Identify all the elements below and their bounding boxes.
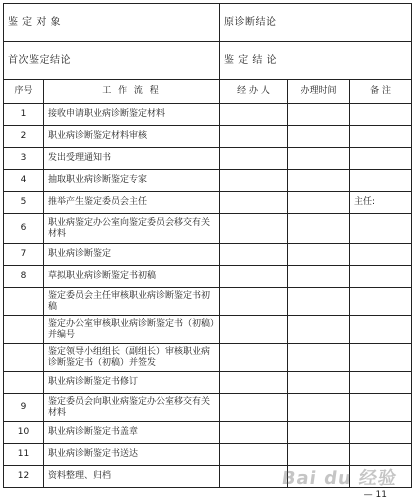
time-cell: [288, 266, 350, 288]
handler-cell: [220, 344, 288, 372]
handler-cell: [220, 372, 288, 394]
remarks-cell: [350, 104, 412, 126]
table-row: [4, 244, 412, 266]
table-row: [4, 344, 412, 372]
process-step: 职业病诊断鉴定材料审核: [44, 126, 220, 148]
first-appraisal-label: 首次鉴定结论: [8, 55, 71, 66]
remarks-cell: [350, 126, 412, 148]
handler-cell: [220, 316, 288, 344]
handler-cell: [220, 170, 288, 192]
process-step: 鉴定委员会主任审核职业病诊断鉴定书初稿: [44, 288, 220, 316]
time-cell: [288, 316, 350, 344]
row-number: 4: [4, 170, 44, 192]
row-number: 9: [4, 394, 44, 422]
row-number: 7: [4, 244, 44, 266]
time-cell: [288, 444, 350, 466]
remarks-cell: [350, 266, 412, 288]
row-number: 10: [4, 422, 44, 444]
process-step: 鉴定领导小组组长（副组长）审核职业病诊断鉴定书（初稿）并签发: [44, 344, 220, 372]
time-cell: [288, 148, 350, 170]
row-number: [4, 372, 44, 394]
column-header-row: [4, 80, 412, 104]
row-number: 8: [4, 266, 44, 288]
appraisal-target-label: 鉴 定 对 象: [8, 17, 62, 28]
time-cell: [288, 214, 350, 244]
remarks-cell: [350, 372, 412, 394]
col-header-handler: 经 办 人: [220, 80, 288, 104]
time-cell: [288, 244, 350, 266]
process-step: 职业病诊断鉴定书送达: [44, 444, 220, 466]
table-row: [4, 444, 412, 466]
time-cell: [288, 126, 350, 148]
table-row: [4, 148, 412, 170]
time-cell: [288, 170, 350, 192]
table-row: [4, 422, 412, 444]
handler-cell: [220, 126, 288, 148]
row-number: 6: [4, 214, 44, 244]
process-step: 接收申请职业病诊断鉴定材料: [44, 104, 220, 126]
appraisal-conclusion-cell: [220, 42, 412, 80]
remarks-cell: [350, 422, 412, 444]
table-row: [4, 192, 412, 214]
baidu-jingyan-watermark: Bai du 经验: [280, 468, 399, 489]
original-diagnosis-cell: [220, 4, 412, 42]
row-number: 2: [4, 126, 44, 148]
col-header-remarks: 备 注: [350, 80, 412, 104]
row-number: 5: [4, 192, 44, 214]
row-number: 3: [4, 148, 44, 170]
header-row-1: [4, 4, 412, 42]
time-cell: [288, 422, 350, 444]
original-diagnosis-label: 原诊断结论: [224, 17, 277, 28]
time-cell: [288, 192, 350, 214]
handler-cell: [220, 214, 288, 244]
header-row-2: [4, 42, 412, 80]
process-step: 职业病诊断鉴定书修订: [44, 372, 220, 394]
process-step: 职业病诊断鉴定: [44, 244, 220, 266]
process-step: 职业病诊断鉴定书盖章: [44, 422, 220, 444]
table-row: [4, 288, 412, 316]
row-number: [4, 288, 44, 316]
col-header-no: 序号: [4, 80, 44, 104]
row-number: 1: [4, 104, 44, 126]
time-cell: [288, 394, 350, 422]
remarks-cell: [350, 288, 412, 316]
remarks-cell: [350, 214, 412, 244]
row-number: 11: [4, 444, 44, 466]
table-row: [4, 126, 412, 148]
handler-cell: [220, 288, 288, 316]
row-number: [4, 344, 44, 372]
appraisal-process-form: [3, 3, 412, 488]
table-row: [4, 170, 412, 192]
remarks-cell: [350, 344, 412, 372]
time-cell: [288, 372, 350, 394]
row-number: 12: [4, 466, 44, 488]
handler-cell: [220, 266, 288, 288]
appraisal-conclusion-label: 鉴 定 结 论: [224, 55, 278, 66]
table-row: [4, 266, 412, 288]
remarks-cell: [350, 394, 412, 422]
process-step: 抽取职业病诊断鉴定专家: [44, 170, 220, 192]
process-step: 鉴定委员会向职业病鉴定办公室移交有关材料: [44, 394, 220, 422]
handler-cell: [220, 422, 288, 444]
table-row: [4, 372, 412, 394]
process-step: 资料整理、归档: [44, 466, 220, 488]
col-header-process: 工 作 流 程: [44, 80, 220, 104]
row-number: [4, 316, 44, 344]
page-number-mark: — 11: [363, 490, 387, 500]
remarks-cell: [350, 148, 412, 170]
table-row: [4, 104, 412, 126]
process-step: 职业病鉴定办公室向鉴定委员会移交有关材料: [44, 214, 220, 244]
remarks-cell: [350, 316, 412, 344]
remarks-cell: [350, 170, 412, 192]
remarks-cell: [350, 444, 412, 466]
handler-cell: [220, 444, 288, 466]
handler-cell: [220, 244, 288, 266]
process-step: 发出受理通知书: [44, 148, 220, 170]
remarks-cell: 主任:: [350, 192, 412, 214]
table-row: [4, 214, 412, 244]
handler-cell: [220, 148, 288, 170]
remarks-cell: [350, 244, 412, 266]
handler-cell: [220, 394, 288, 422]
table-row: [4, 316, 412, 344]
appraisal-target-cell: [4, 4, 220, 42]
process-step: 鉴定办公室审核职业病诊断鉴定书（初稿）并编号: [44, 316, 220, 344]
first-appraisal-cell: [4, 42, 220, 80]
process-step: 草拟职业病诊断鉴定书初稿: [44, 266, 220, 288]
table-row: [4, 394, 412, 422]
time-cell: [288, 288, 350, 316]
handler-cell: [220, 466, 288, 488]
handler-cell: [220, 104, 288, 126]
time-cell: [288, 344, 350, 372]
col-header-time: 办理时间: [288, 80, 350, 104]
handler-cell: [220, 192, 288, 214]
process-step: 推举产生鉴定委员会主任: [44, 192, 220, 214]
time-cell: [288, 104, 350, 126]
